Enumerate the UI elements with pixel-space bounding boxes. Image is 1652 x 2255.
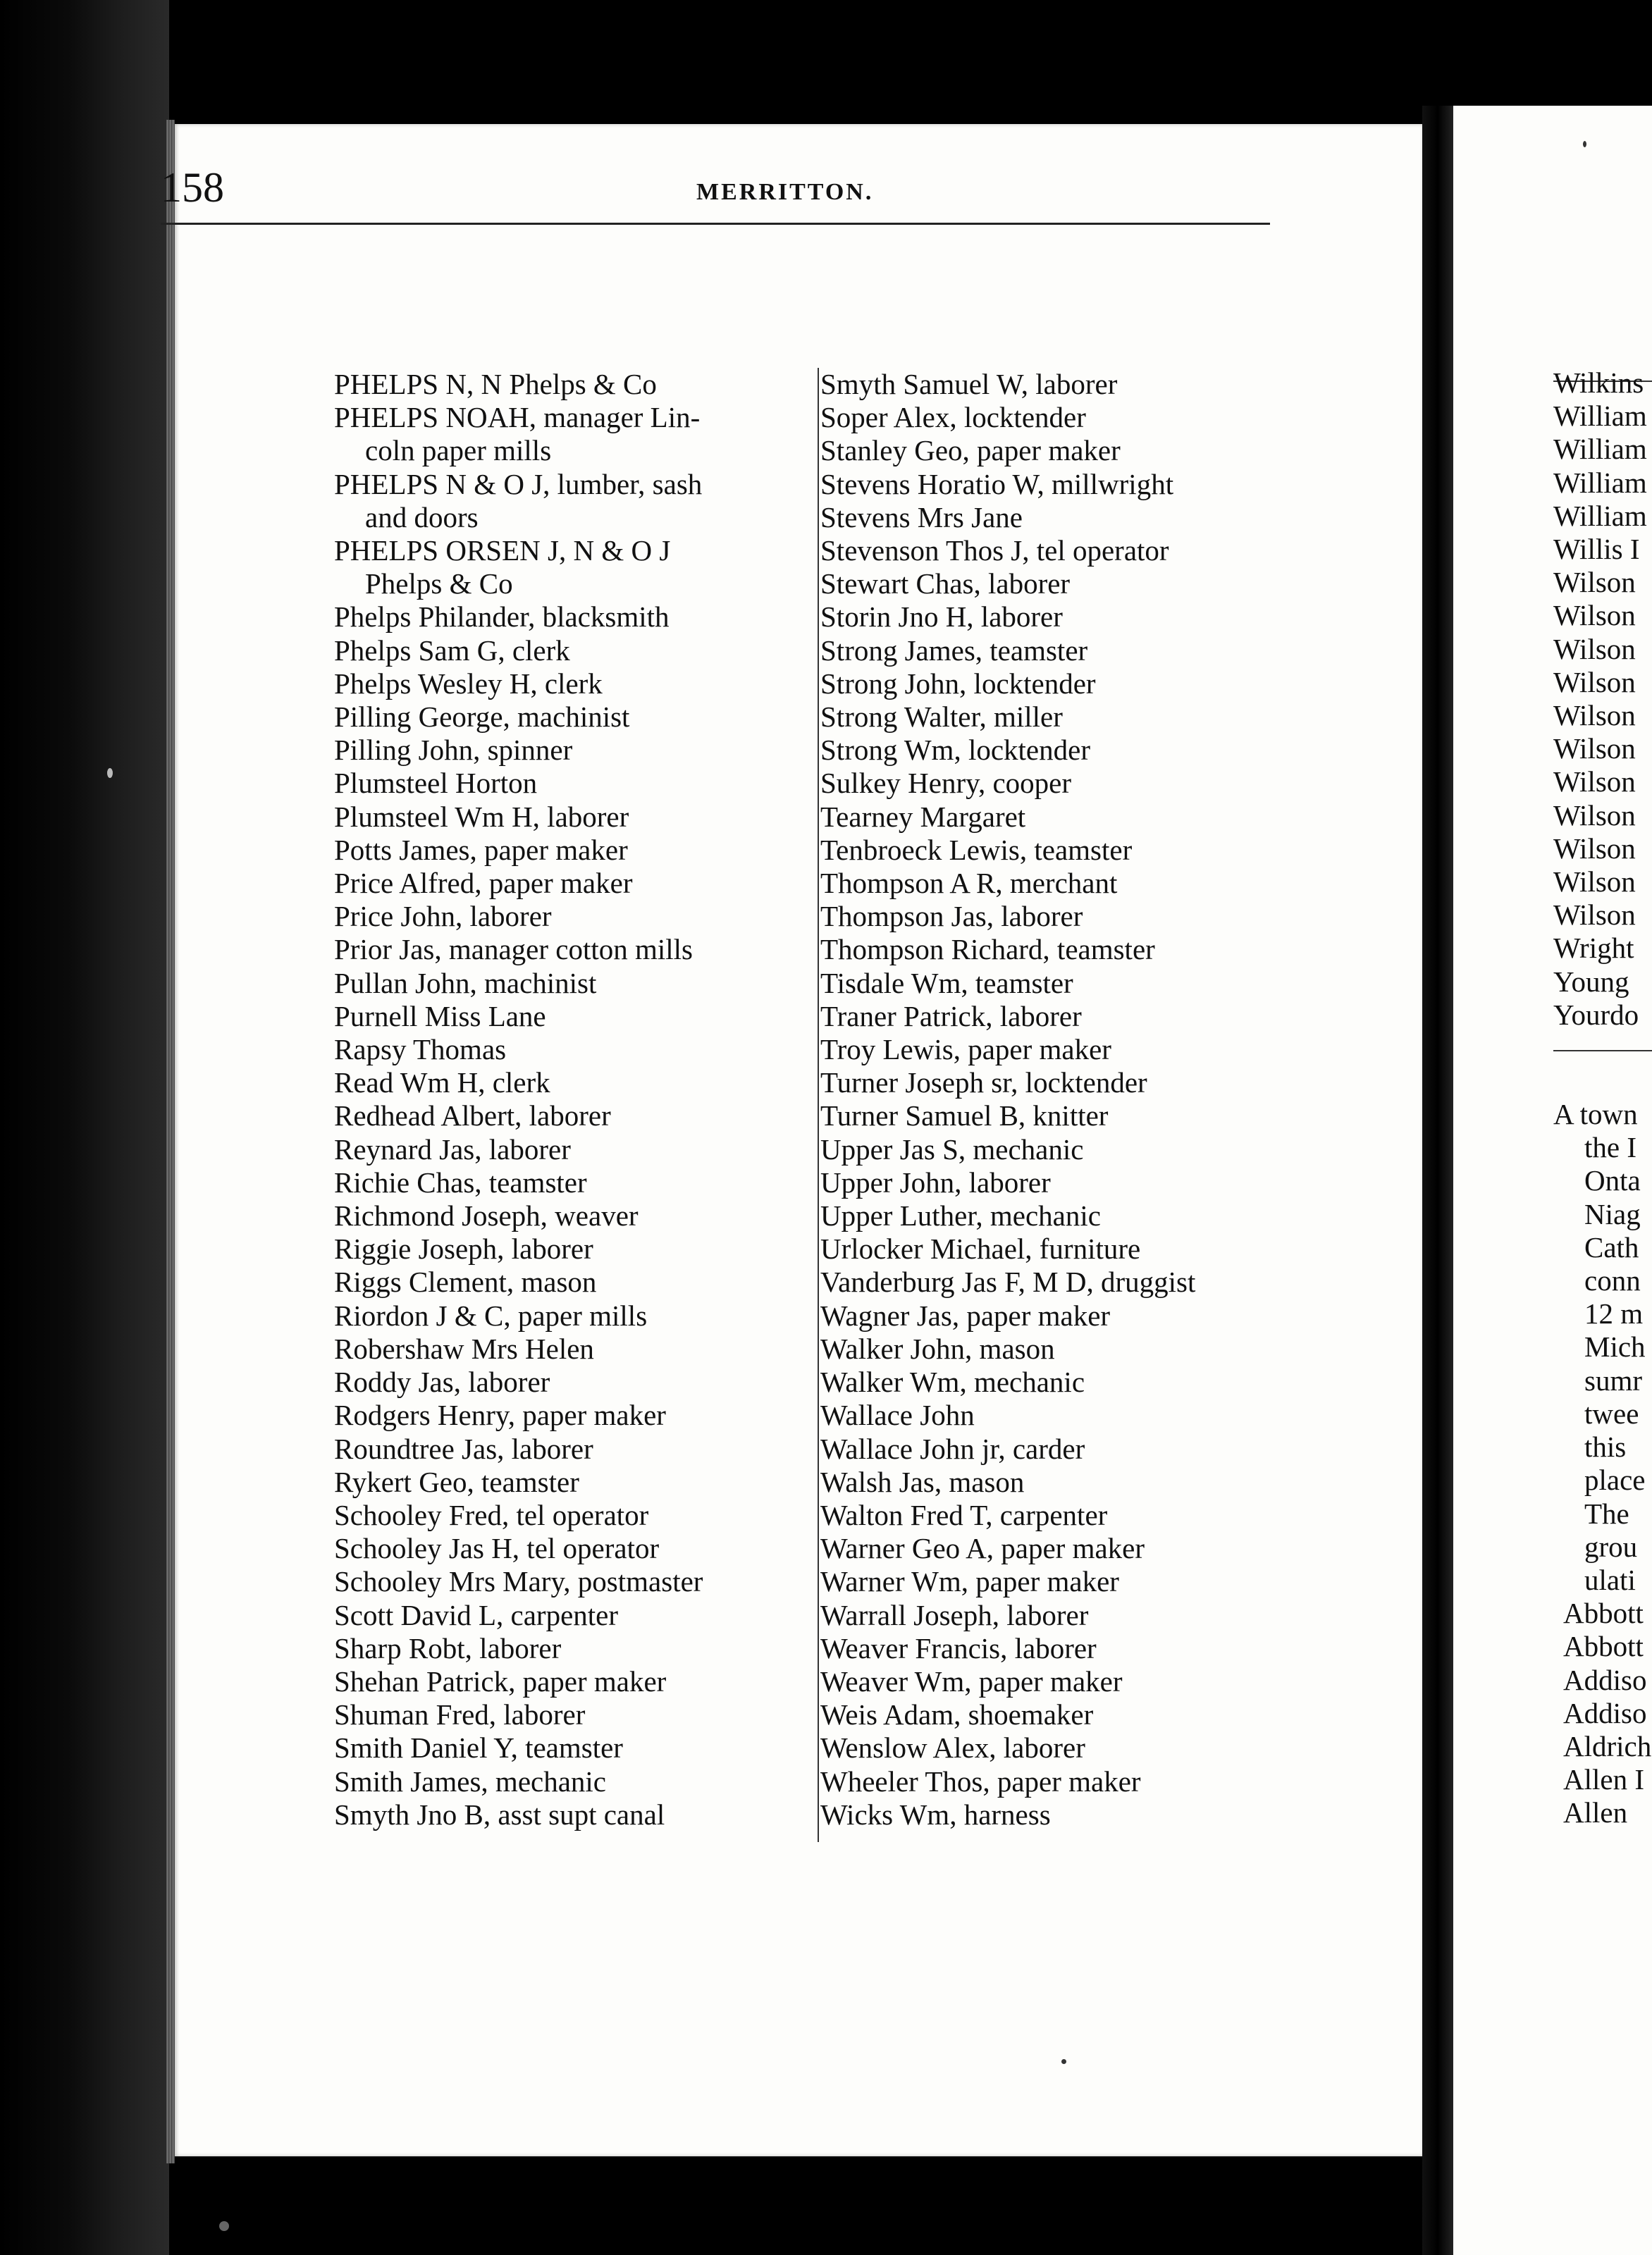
facing-entry: Wilson — [1553, 732, 1636, 765]
facing-entry: sumr — [1584, 1364, 1642, 1397]
facing-entry: Wilson — [1553, 632, 1636, 665]
facing-entry: Wilson — [1553, 832, 1636, 865]
directory-entry: PHELPS N, N Phelps & Co — [334, 368, 657, 400]
directory-entry: Tisdale Wm, teamster — [820, 966, 1073, 999]
facing-entry: Wright — [1553, 932, 1634, 965]
directory-entry: Walsh Jas, mason — [820, 1465, 1025, 1498]
facing-entry: Addiso — [1563, 1663, 1647, 1696]
facing-entry: grou — [1584, 1530, 1638, 1563]
directory-entry: Price Alfred, paper maker — [334, 867, 633, 900]
directory-entry: Smyth Samuel W, laborer — [820, 368, 1118, 400]
facing-entry: ulati — [1584, 1563, 1636, 1596]
facing-entry: conn — [1584, 1264, 1641, 1297]
directory-entry: Weaver Wm, paper maker — [820, 1664, 1123, 1698]
directory-entry: Warner Wm, paper maker — [820, 1565, 1119, 1598]
directory-entry: Troy Lewis, paper maker — [820, 1033, 1111, 1066]
directory-entry: Turner Samuel B, knitter — [820, 1099, 1109, 1132]
directory-entry: Tenbroeck Lewis, teamster — [820, 833, 1133, 866]
directory-entry: Schooley Fred, tel operator — [334, 1498, 649, 1531]
directory-entry: Stewart Chas, laborer — [820, 567, 1071, 600]
directory-entry: Sharp Robt, laborer — [334, 1631, 562, 1664]
directory-entry: Rapsy Thomas — [334, 1033, 507, 1066]
directory-entry: Reynard Jas, laborer — [334, 1132, 571, 1166]
facing-entry: Cath — [1584, 1230, 1639, 1264]
directory-entry: Wenslow Alex, laborer — [820, 1731, 1085, 1765]
facing-entry: A town — [1553, 1098, 1638, 1131]
directory-entry: Tearney Margaret — [820, 800, 1026, 833]
directory-entry: Smith Daniel Y, teamster — [334, 1731, 623, 1765]
facing-entry: Wilson — [1553, 665, 1636, 698]
directory-entry: Strong Walter, miller — [820, 700, 1063, 734]
directory-entry: Wallace John jr, carder — [820, 1432, 1085, 1465]
directory-entry: Turner Joseph sr, locktender — [820, 1066, 1147, 1099]
directory-entry: Plumsteel Wm H, laborer — [334, 800, 629, 833]
facing-entry: Allen — [1563, 1796, 1628, 1829]
directory-entry: Wicks Wm, harness — [820, 1798, 1051, 1831]
facing-entry: Abbott — [1563, 1597, 1644, 1630]
directory-entry: Rykert Geo, teamster — [334, 1465, 579, 1498]
directory-entry: Rodgers Henry, paper maker — [334, 1399, 666, 1432]
facing-entry: Young — [1553, 965, 1629, 998]
directory-entry: Riggs Clement, mason — [334, 1266, 597, 1299]
directory-entry: Potts James, paper maker — [334, 833, 628, 866]
directory-entry: Vanderburg Jas F, M D, druggist — [820, 1266, 1196, 1299]
directory-entry: Schooley Jas H, tel operator — [334, 1532, 660, 1565]
directory-entry: Wallace John — [820, 1399, 975, 1432]
paper-speck — [107, 768, 113, 778]
directory-entry: Schooley Mrs Mary, postmaster — [334, 1565, 703, 1598]
directory-entry: PHELPS N & O J, lumber, sash — [334, 467, 703, 500]
facing-entry: Aldrich — [1563, 1729, 1652, 1762]
directory-entry: Prior Jas, manager cotton mills — [334, 933, 693, 966]
paper-speck — [1583, 141, 1586, 147]
directory-entry: Richie Chas, teamster — [334, 1166, 587, 1199]
directory-entry: Phelps Wesley H, clerk — [334, 667, 603, 700]
facing-entry: Wilson — [1553, 566, 1636, 599]
directory-entry: Purnell Miss Lane — [334, 999, 546, 1032]
facing-entry: Abbott — [1563, 1630, 1644, 1663]
directory-entry: Shuman Fred, laborer — [334, 1698, 586, 1731]
directory-entry: Plumsteel Horton — [334, 767, 538, 800]
directory-entry: Pullan John, machinist — [334, 966, 597, 999]
directory-entry: Stanley Geo, paper maker — [820, 434, 1121, 467]
scanner-background-left — [0, 0, 169, 2255]
facing-entry: Wilson — [1553, 599, 1636, 632]
directory-column-right — [820, 368, 1314, 1831]
directory-entry: Warner Geo A, paper maker — [820, 1532, 1145, 1565]
directory-entry: Thompson Jas, laborer — [820, 900, 1083, 933]
facing-entry: this — [1584, 1431, 1627, 1464]
column-divider — [818, 368, 819, 1842]
directory-entry: Strong Wm, locktender — [820, 734, 1090, 767]
directory-entry: Upper Jas S, mechanic — [820, 1132, 1084, 1166]
facing-entry: Willis I — [1553, 533, 1640, 566]
directory-entry: Upper Luther, mechanic — [820, 1199, 1101, 1232]
directory-entry: Walker John, mason — [820, 1332, 1055, 1365]
directory-entry: Warrall Joseph, laborer — [820, 1598, 1089, 1631]
directory-entry: Soper Alex, locktender — [820, 401, 1086, 434]
facing-entry: the I — [1584, 1131, 1636, 1164]
page-number: 158 — [161, 164, 224, 211]
directory-entry: Storin Jno H, laborer — [820, 600, 1063, 634]
facing-entry: place — [1584, 1464, 1646, 1497]
facing-entry: Wilson — [1553, 898, 1636, 932]
directory-entry: Stevenson Thos J, tel operator — [820, 534, 1169, 567]
directory-entry: Riordon J & C, paper mills — [334, 1299, 648, 1332]
directory-entry: Read Wm H, clerk — [334, 1066, 550, 1099]
facing-entry: Wilkins — [1553, 366, 1644, 399]
directory-entry: Stevens Mrs Jane — [820, 500, 1023, 533]
facing-entry: Wilson — [1553, 865, 1636, 898]
directory-entry: Walker Wm, mechanic — [820, 1366, 1085, 1399]
directory-entry: Smyth Jno B, asst supt canal — [334, 1798, 665, 1831]
facing-entry: Allen I — [1563, 1763, 1644, 1796]
facing-entry: Yourdo — [1553, 998, 1639, 1031]
facing-entry: Wilson — [1553, 798, 1636, 832]
book-page-edges — [166, 120, 175, 2163]
facing-page-text — [1553, 366, 1651, 1830]
directory-entry: Phelps Sam G, clerk — [334, 634, 570, 667]
directory-entry: Shehan Patrick, paper maker — [334, 1664, 667, 1698]
facing-entry — [1553, 1032, 1651, 1065]
directory-entry: Roundtree Jas, laborer — [334, 1432, 593, 1465]
directory-entry: PHELPS ORSEN J, N & O J — [334, 534, 671, 567]
directory-column-left — [334, 368, 813, 1831]
directory-entry: Upper John, laborer — [820, 1166, 1051, 1199]
facing-entry: Wilson — [1553, 699, 1636, 732]
directory-entry-continuation: Phelps & Co — [365, 567, 513, 600]
directory-entry: PHELPS NOAH, manager Lin- — [334, 401, 701, 434]
directory-entry: Pilling George, machinist — [334, 700, 630, 734]
directory-entry: Thompson A R, merchant — [820, 867, 1118, 900]
directory-entry: Redhead Albert, laborer — [334, 1099, 611, 1132]
facing-entry: Wilson — [1553, 765, 1636, 798]
paper-speck — [219, 2221, 229, 2231]
directory-entry: Smith James, mechanic — [334, 1765, 606, 1798]
directory-entry-continuation: coln paper mills — [365, 434, 552, 467]
facing-entry: William — [1553, 466, 1647, 499]
directory-entry-continuation: and doors — [365, 500, 479, 533]
page-header — [161, 163, 1270, 248]
directory-entry: Phelps Philander, blacksmith — [334, 600, 670, 634]
directory-entry: Roddy Jas, laborer — [334, 1366, 550, 1399]
directory-entry: Scott David L, carpenter — [334, 1598, 619, 1631]
facing-entry: Onta — [1584, 1164, 1641, 1197]
book-gutter — [1422, 106, 1453, 2255]
directory-entry: Weaver Francis, laborer — [820, 1631, 1097, 1664]
facing-entry: William — [1553, 499, 1647, 532]
directory-entry: Richmond Joseph, weaver — [334, 1199, 639, 1232]
paper-speck — [1061, 2059, 1066, 2064]
facing-entry: Niag — [1584, 1197, 1641, 1230]
directory-entry: Strong James, teamster — [820, 634, 1088, 667]
directory-entry: Weis Adam, shoemaker — [820, 1698, 1094, 1731]
header-rule — [161, 223, 1270, 225]
running-title: MERRITTON. — [696, 179, 874, 205]
directory-entry: Traner Patrick, laborer — [820, 999, 1082, 1032]
facing-entry: twee — [1584, 1397, 1639, 1430]
directory-entry: Sulkey Henry, cooper — [820, 767, 1071, 800]
directory-entry: Wagner Jas, paper maker — [820, 1299, 1111, 1332]
directory-entry: Walton Fred T, carpenter — [820, 1498, 1108, 1531]
directory-entry: Pilling John, spinner — [334, 734, 573, 767]
facing-entry: Addiso — [1563, 1696, 1647, 1729]
directory-entry: Wheeler Thos, paper maker — [820, 1765, 1141, 1798]
directory-entry: Strong John, locktender — [820, 667, 1096, 700]
directory-entry: Price John, laborer — [334, 900, 552, 933]
directory-entry: Urlocker Michael, furniture — [820, 1232, 1141, 1266]
facing-entry: Mich — [1584, 1330, 1646, 1364]
facing-entry: The — [1584, 1497, 1629, 1530]
facing-entry: 12 m — [1584, 1297, 1644, 1330]
directory-entry: Riggie Joseph, laborer — [334, 1232, 593, 1266]
facing-entry: William — [1553, 400, 1647, 433]
directory-entry: Robershaw Mrs Helen — [334, 1332, 594, 1365]
directory-entry: Thompson Richard, teamster — [820, 933, 1155, 966]
directory-entry: Stevens Horatio W, millwright — [820, 467, 1174, 500]
facing-entry: William — [1553, 433, 1647, 466]
